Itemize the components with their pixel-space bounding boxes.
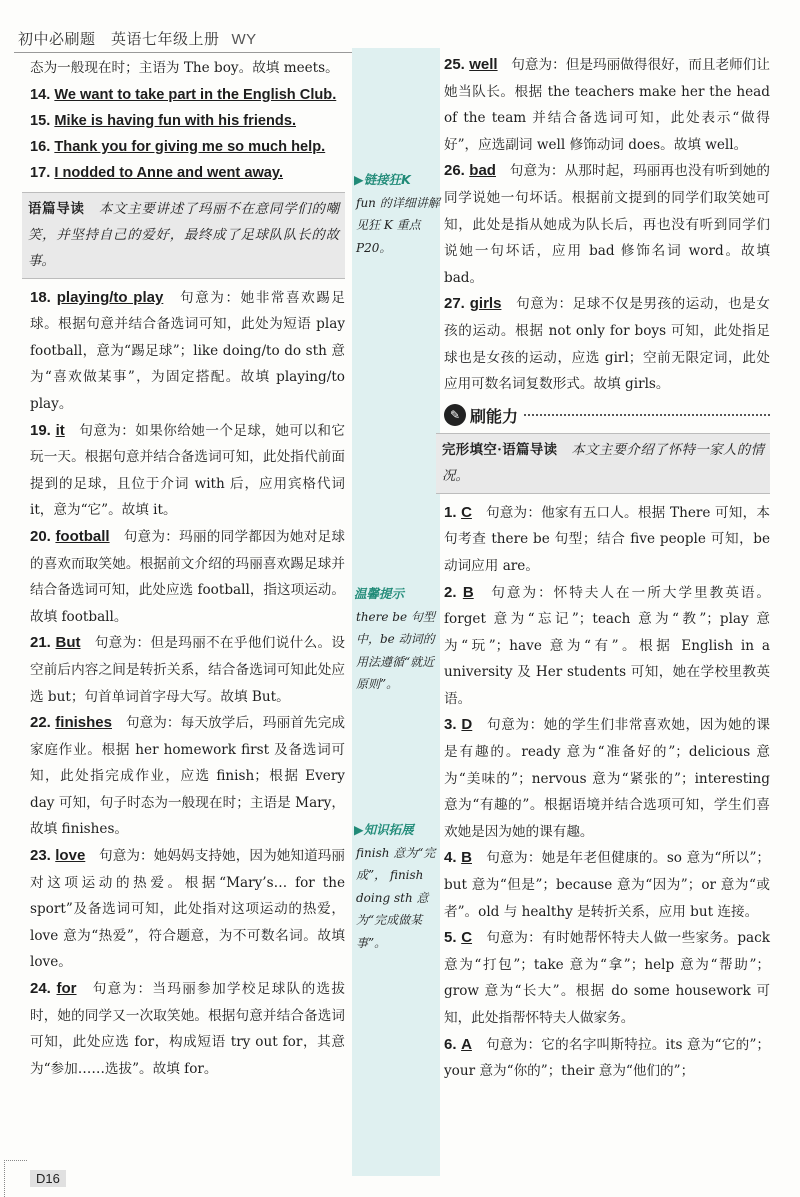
reading-guide-label: 语篇导读 — [28, 200, 85, 217]
answer-14: 14. We want to take part in the English Club. — [30, 86, 337, 103]
cloze-guide-label: 完形填空·语篇导读 — [442, 441, 558, 458]
cloze-answer-2: 2. B 句意为：怀特夫人在一所大学里教英语。forget 意为“忘记”；teach 意为“教”；play 意为“玩”；have 意为“有”。根据 English in a university 及 Her students 可知，她在学校里教英语。 — [444, 583, 771, 707]
right-column — [444, 52, 770, 1085]
cloze-answer-4: 4. B 句意为：她是年老但健康的。so 意为“所以”；but 意为“但是”；because 意为“因为”；or 意为“或者”。old 与 healthy 是转折关系，应用 but 连接。 — [444, 849, 770, 920]
cloze-guide-text: 本文主要介绍了怀特一家人的情况。 — [442, 442, 764, 484]
side-notes-column — [352, 48, 440, 1176]
cloze-guide-box — [436, 433, 770, 494]
answer-18: 18. playing/to play 句意为：她非常喜欢踢足球。根据句意并结合备选词可知，此处为短语 play football，意为“踢足球”；like doing/to do sth 意为“喜欢做某事”，为固定搭配。故填 playing/to play。 — [30, 288, 346, 412]
brush-icon: ✎ — [444, 404, 466, 426]
reading-guide-text: 本文主要讲述了玛丽不在意同学们的嘲笑，并坚持自己的爱好，最终成了足球队队长的故事。 — [28, 201, 339, 269]
cloze-answer-5: 5. C 句意为：有时她帮怀特夫人做一些家务。pack 意为“打包”；take 意为“拿”；help 意为“帮助”；grow 意为“长大”。根据 do some housework 可知，此处指帮怀特夫人做家务。 — [444, 929, 771, 1026]
answer-22: 22. finishes 句意为：每天放学后，玛丽首先完成家庭作业。根据 her homework first 及备选词可知，此处指完成作业，应选 finish；根据 Every day 可知，句子时态为一般现在时；主语是 Mary，故填 finishes。 — [30, 714, 346, 838]
side-note-link: ▶链接狂K fun 的详细讲解见狂 K 重点 P20。 — [354, 172, 440, 255]
header-divider — [14, 52, 354, 53]
side-note-extension: ▶知识拓展 finish 意为“完成”， finish doing sth 意为“完成做某事”。 — [354, 822, 436, 950]
edition-tag: WY — [231, 31, 257, 48]
page-header — [18, 28, 257, 49]
answer-16: 16. Thank you for giving me so much help. — [30, 138, 326, 155]
page-number: D16 — [30, 1170, 66, 1187]
answer-26: 26. bad 句意为：从那时起，玛丽再也没有听到她的同学说她一句坏话。根据前文提到的同学们取笑她可知，此处是指从她成为队长后，再也没有听到同学们说她一句坏话，应用 bad 修饰名词 word。故填 bad。 — [444, 162, 771, 286]
answer-19: 19. it 句意为：如果你给她一个足球，她可以和它玩一天。根据句意并结合备选词可知，此处指代前面提到的足球，且位于介词 with 后，应用宾格代词 it，意为“它”。故填 it。 — [30, 421, 346, 519]
answer-17: 17. I nodded to Anne and went away. — [30, 164, 284, 181]
answer-15: 15. Mike is having fun with his friends. — [30, 112, 296, 129]
footer-corner — [4, 1160, 27, 1197]
answer-27: 27. girls 句意为：足球不仅是男孩的运动，也是女孩的运动。根据 not only for boys 可知，此处指足球也是女孩的运动，应选 girl；空前无限定词，此处应用可数名词复数形式。故填 girls。 — [444, 295, 771, 393]
side-note-tip: 温馨提示 there be 句型中，be 动词的用法遵循“就近原则”。 — [354, 586, 435, 692]
answer-25: 25. well 句意为：但是玛丽做得很好，而且老师们让她当队长。根据 the teachers make her the head of the team 并结合备选词可知，此处表示“做得好”，应选副词 well 修饰动词 does。故填 well。 — [444, 56, 771, 153]
dotted-rule — [524, 414, 770, 416]
cloze-answer-1: 1. C 句意为：他家有五口人。根据 There 可知，本句考查 there be 句型；结合 five people 可知，be 动词应用 are。 — [444, 503, 770, 574]
cloze-answer-3: 3. D 句意为：她的学生们非常喜欢她，因为她的课是有趣的。ready 意为“准备好的”；delicious 意为“美味的”；nervous 意为“紧张的”；interesting 意为“有趣的”。根据语境并结合选项可知，学生们喜欢她是因为她的课有趣。 — [444, 716, 770, 840]
answer-24: 24. for 句意为：当玛丽参加学校足球队的选拔时，她的同学又一次取笑她。根据句意并结合备选词可知，此处应选 for，构成短语 try out for，其意为“参加……选拔”。故填 for。 — [30, 980, 346, 1077]
section-title: 刷能力 — [470, 406, 519, 426]
reading-guide-box — [22, 192, 345, 279]
answer-13-continuation: 态为一般现在时；主语为 The boy。故填 meets。 — [30, 60, 339, 76]
cloze-answer-6: 6. A 句意为：它的名字叫斯特拉。its 意为“它的”；your 意为“你的”；their 意为“他们的”； — [444, 1035, 771, 1080]
answer-21: 21. But 句意为：但是玛丽不在乎他们说什么。设空前后内容之间是转折关系，结合备选词可知此处应选 but；句首单词首字母大写。故填 But。 — [30, 634, 346, 705]
answer-23: 23. love 句意为：她妈妈支持她，因为她知道玛丽对这项运动的热爱。根据“Mary’s… for the sport”及备选词可知，此处指对这项运动的热爱，love 意为“热爱”，符合题意，为不可数名词。故填 love。 — [30, 847, 346, 971]
left-column — [30, 55, 345, 1082]
book-title: 初中必刷题 英语七年级上册 — [18, 30, 220, 48]
answer-20: 20. football 句意为：玛丽的同学都因为她对足球的喜欢而取笑她。根据前文介绍的玛丽喜欢踢足球并结合备选词可知，此处应选 football，指这项运动。故填 football。 — [30, 527, 346, 625]
section-heading — [444, 404, 770, 427]
sentence-answers — [30, 82, 345, 186]
